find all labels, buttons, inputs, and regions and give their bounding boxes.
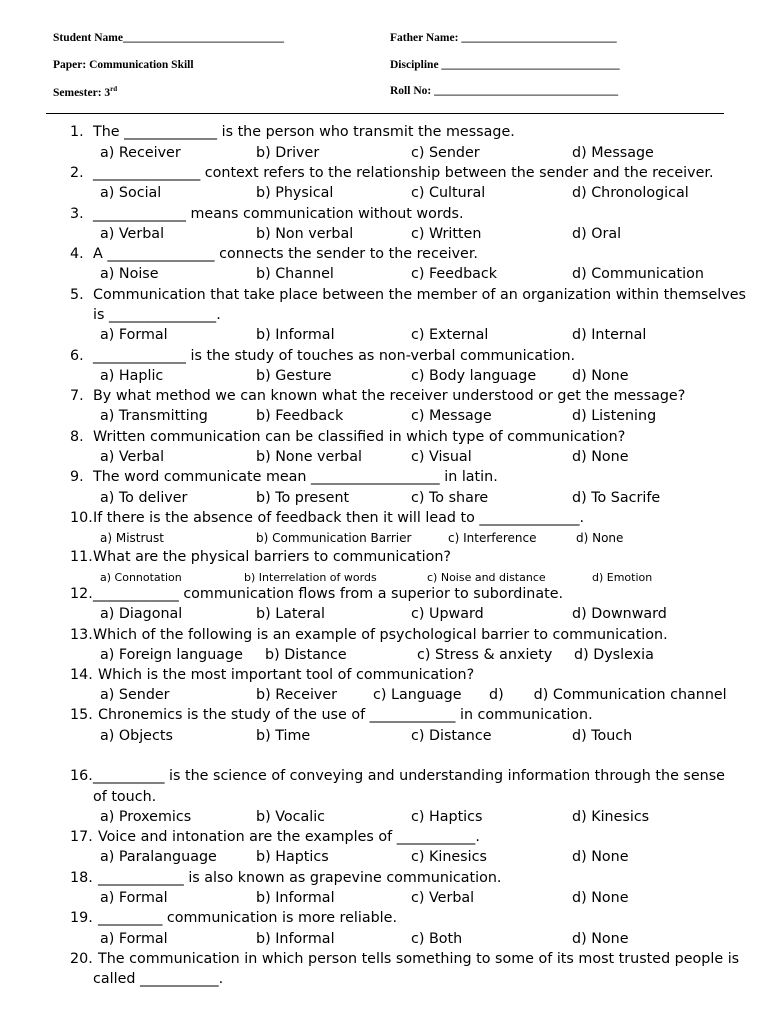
question-20-continued: called ___________. [93, 971, 224, 987]
option-b: b) Informal [256, 890, 335, 906]
option-d: d) None [572, 849, 629, 865]
option-d: d) Internal [572, 327, 647, 343]
question-19: 19. _________ communication is more reliable. [70, 910, 397, 926]
option-a: a) Verbal [100, 226, 165, 242]
option-a: a) Social [100, 185, 162, 201]
question-16: 16. __________ is the science of conveying and understanding information through the sense [70, 768, 725, 784]
option-c: c) Written [411, 226, 482, 242]
question-15: 15. Chronemics is the study of the use of ____________ in communication. [70, 707, 593, 723]
question-8: 8. Written communication can be classified in which type of communication? [70, 429, 626, 445]
question-4: 4. A _______________ connects the sender to the receiver. [70, 246, 478, 262]
option-d: d) None [572, 449, 629, 465]
option-b: b) Interrelation of words [244, 571, 377, 584]
option-b: b) Feedback [256, 408, 344, 424]
option-d: d) Dyslexia [574, 647, 654, 663]
option-d: d) Downward [572, 606, 667, 622]
option-d: d) Listening [572, 408, 657, 424]
option-c: c) Kinesics [411, 849, 487, 865]
option-b: b) Physical [256, 185, 334, 201]
question-11: 11. What are the physical barriers to communication? [70, 549, 451, 565]
question-14: 14. Which is the most important tool of communication? [70, 667, 475, 683]
question-17: 17. Voice and intonation are the examples of ___________. [70, 829, 480, 845]
question-12: 12. ____________ communication flows from a superior to subordinate. [70, 586, 564, 602]
option-c: c) Noise and distance [427, 571, 546, 584]
option-b: b) Channel [256, 266, 334, 282]
question-3: 3. _____________ means communication without words. [70, 206, 464, 222]
question-9: 9. The word communicate mean __________________ in latin. [70, 469, 498, 485]
option-a: a) Paralanguage [100, 849, 217, 865]
option-c: c) Language [373, 687, 462, 703]
option-a: a) Formal [100, 931, 168, 947]
option-b: b) To present [256, 490, 350, 506]
question-10: 10. If there is the absence of feedback then it will lead to ______________. [70, 510, 585, 526]
option-d: d) None [572, 931, 629, 947]
question-1: 1. The _____________ is the person who transmit the message. [70, 124, 515, 140]
option-c: c) Distance [411, 728, 492, 744]
option-d: d) None [572, 368, 629, 384]
option-b: b) None verbal [256, 449, 362, 465]
option-a: a) Formal [100, 327, 168, 343]
option-c: c) Message [411, 408, 492, 424]
question-20: 20. The communication in which person tells something to some of its most trusted people is [70, 951, 740, 967]
question-2: 2. _______________ context refers to the relationship between the sender and the receiver. [70, 165, 714, 181]
option-b: b) Vocalic [256, 809, 326, 825]
option-c: c) Sender [411, 145, 480, 161]
option-c: c) Visual [411, 449, 472, 465]
option-b: b) Time [256, 728, 311, 744]
option-d: d) Chronological [572, 185, 689, 201]
option-d: d) d) Communication channel [489, 687, 727, 703]
option-c: c) Haptics [411, 809, 483, 825]
option-a: a) Verbal [100, 449, 165, 465]
discipline-field: Discipline _______________________________ [390, 59, 620, 71]
option-d: d) None [576, 531, 624, 545]
roll-no-field: Roll No: ________________________________ [390, 85, 619, 97]
option-c: c) Interference [448, 531, 537, 545]
option-b: b) Informal [256, 327, 335, 343]
question-16-continued: of touch. [93, 789, 157, 805]
option-c: c) Upward [411, 606, 484, 622]
question-5: 5. Communication that take place between the member of an organization within themselves [70, 287, 746, 303]
option-a: a) Diagonal [100, 606, 183, 622]
father-name-field: Father Name: ___________________________ [390, 32, 617, 44]
option-b: b) Driver [256, 145, 320, 161]
question-18: 18. ____________ is also known as grapevine communication. [70, 870, 502, 886]
option-d: d) To Sacrife [572, 490, 661, 506]
question-5-continued: is _______________. [93, 307, 221, 323]
option-b: b) Informal [256, 931, 335, 947]
semester-label: Semester: 3rd [53, 85, 118, 99]
option-a: a) Mistrust [100, 531, 164, 545]
option-a: a) Objects [100, 728, 173, 744]
option-b: b) Haptics [256, 849, 329, 865]
question-13: 13. Which of the following is an example of psychological barrier to communication. [70, 627, 668, 643]
header-divider [46, 113, 724, 114]
option-c: c) Verbal [411, 890, 475, 906]
option-d: d) Communication [572, 266, 704, 282]
option-c: c) Feedback [411, 266, 498, 282]
option-d: d) Emotion [592, 571, 653, 584]
option-a: a) Formal [100, 890, 168, 906]
option-b: b) Distance [265, 647, 347, 663]
option-d: d) Oral [572, 226, 622, 242]
option-b: b) Communication Barrier [256, 531, 412, 545]
option-d: d) Message [572, 145, 654, 161]
option-c: c) Body language [411, 368, 537, 384]
option-a: a) Transmitting [100, 408, 208, 424]
option-a: a) Receiver [100, 145, 181, 161]
option-b: b) Lateral [256, 606, 325, 622]
question-6: 6. _____________ is the study of touches as non-verbal communication. [70, 348, 576, 364]
option-d: d) Kinesics [572, 809, 650, 825]
option-c: c) Stress & anxiety [417, 647, 553, 663]
option-a: a) Proxemics [100, 809, 192, 825]
option-a: a) Foreign language [100, 647, 243, 663]
option-a: a) Noise [100, 266, 159, 282]
option-b: b) Gesture [256, 368, 332, 384]
option-a: a) Haplic [100, 368, 164, 384]
option-b: b) Non verbal [256, 226, 354, 242]
option-c: c) To share [411, 490, 489, 506]
option-c: c) External [411, 327, 489, 343]
student-name-field: Student Name____________________________ [53, 32, 284, 44]
paper-label: Paper: Communication Skill [53, 59, 194, 71]
option-a: a) Connotation [100, 571, 182, 584]
option-c: c) Both [411, 931, 463, 947]
option-b: b) Receiver [256, 687, 338, 703]
option-d: d) None [572, 890, 629, 906]
option-d: d) Touch [572, 728, 633, 744]
question-7: 7. By what method we can known what the receiver understood or get the message? [70, 388, 686, 404]
option-a: a) Sender [100, 687, 170, 703]
option-c: c) Cultural [411, 185, 486, 201]
option-a: a) To deliver [100, 490, 188, 506]
